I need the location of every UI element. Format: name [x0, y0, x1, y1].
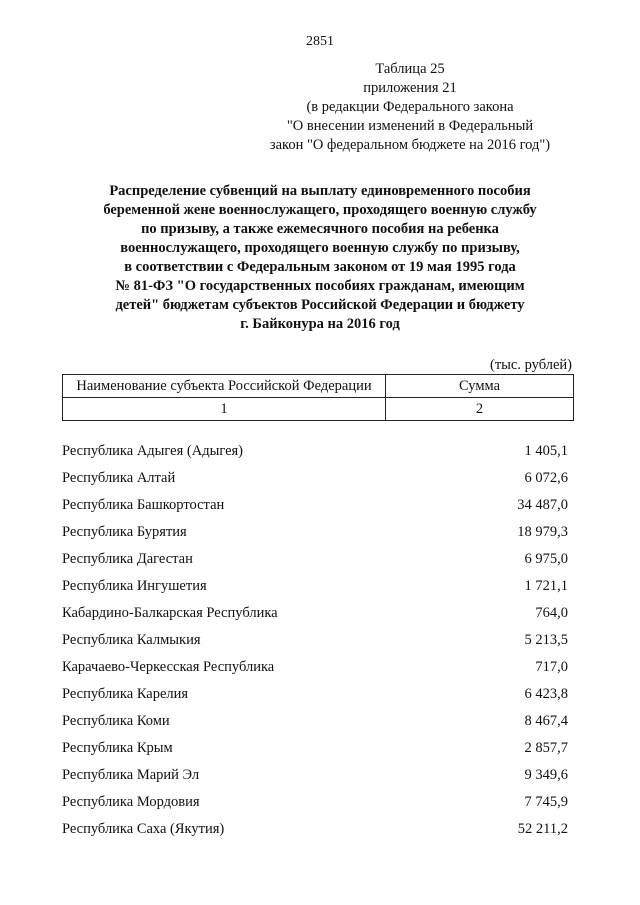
- region-amount: 52 211,2: [517, 821, 568, 837]
- table-row: [62, 440, 568, 467]
- region-amount: 6 423,8: [524, 686, 568, 702]
- table-row: [62, 683, 568, 710]
- region-name: Республика Саха (Якутия): [62, 821, 225, 837]
- table-row: [62, 467, 568, 494]
- region-name: Республика Дагестан: [62, 551, 193, 567]
- title-line: в соответствии с Федеральным законом от 19 мая 1995 года: [124, 259, 516, 275]
- title-line: по призыву, а также ежемесячного пособия на ребенка: [141, 221, 499, 237]
- title-line: № 81-ФЗ "О государственных пособиях гражданам, имеющим: [115, 278, 525, 294]
- title-line: военнослужащего, проходящего военную службу по призыву,: [120, 240, 520, 256]
- table-body: [62, 440, 568, 845]
- title-line: г. Байконура на 2016 год: [240, 316, 400, 332]
- document-title: [60, 182, 580, 334]
- header-row: [63, 375, 574, 398]
- region-amount: 1 405,1: [524, 443, 568, 459]
- region-name: Республика Ингушетия: [62, 578, 207, 594]
- region-amount: 717,0: [535, 659, 568, 675]
- table-row: [62, 548, 568, 575]
- table-row: [62, 764, 568, 791]
- title-line: детей" бюджетам субъектов Российской Федерации и бюджету: [115, 297, 525, 313]
- region-name: Карачаево-Черкесская Республика: [62, 659, 275, 675]
- region-name: Республика Карелия: [62, 686, 189, 702]
- region-name: Республика Мордовия: [62, 794, 200, 810]
- region-amount: 34 487,0: [517, 497, 568, 513]
- appendix-line: приложения 21: [363, 80, 457, 96]
- region-name: Республика Адыгея (Адыгея): [62, 443, 244, 459]
- appendix-line: (в редакции Федерального закона: [306, 99, 514, 115]
- table-row: [62, 656, 568, 683]
- column-number-row: [63, 398, 574, 421]
- region-name: Республика Марий Эл: [62, 767, 200, 783]
- region-amount: 7 745,9: [524, 794, 568, 810]
- appendix-line: Таблица 25: [375, 61, 445, 77]
- table-row: [62, 602, 568, 629]
- region-amount: 9 349,6: [524, 767, 568, 783]
- table-row: [62, 710, 568, 737]
- region-amount: 18 979,3: [517, 524, 568, 540]
- region-name: Республика Крым: [62, 740, 173, 756]
- table-header: [62, 374, 574, 421]
- region-amount: 764,0: [535, 605, 568, 621]
- region-name: Республика Коми: [62, 713, 170, 729]
- column-number-2: 2: [386, 398, 574, 421]
- column-number-1: 1: [63, 398, 386, 421]
- title-line: беременной жене военнослужащего, проходящего военную службу: [103, 202, 537, 218]
- units-label: (тыс. рублей): [490, 357, 572, 373]
- table-row: [62, 494, 568, 521]
- title-line: Распределение субвенций на выплату единовременного пособия: [109, 183, 531, 199]
- region-amount: 1 721,1: [524, 578, 568, 594]
- region-amount: 5 213,5: [524, 632, 568, 648]
- table-row: [62, 629, 568, 656]
- region-name: Кабардино-Балкарская Республика: [62, 605, 278, 621]
- region-amount: 2 857,7: [524, 740, 568, 756]
- table-row: [62, 575, 568, 602]
- region-amount: 8 467,4: [524, 713, 568, 729]
- header-name-cell: Наименование субъекта Российской Федерации: [63, 375, 386, 398]
- region-amount: 6 975,0: [524, 551, 568, 567]
- appendix-line: "О внесении изменений в Федеральный: [286, 118, 534, 134]
- page-number: 2851: [306, 34, 334, 49]
- table-row: [62, 791, 568, 818]
- header-sum-cell: Сумма: [386, 375, 574, 398]
- appendix-reference: [250, 60, 570, 155]
- table-row: [62, 818, 568, 845]
- table-row: [62, 521, 568, 548]
- region-name: Республика Калмыкия: [62, 632, 201, 648]
- region-name: Республика Алтай: [62, 470, 176, 486]
- table-row: [62, 737, 568, 764]
- region-name: Республика Бурятия: [62, 524, 187, 540]
- region-amount: 6 072,6: [524, 470, 568, 486]
- region-name: Республика Башкортостан: [62, 497, 225, 513]
- appendix-line: закон "О федеральном бюджете на 2016 год"): [269, 137, 551, 153]
